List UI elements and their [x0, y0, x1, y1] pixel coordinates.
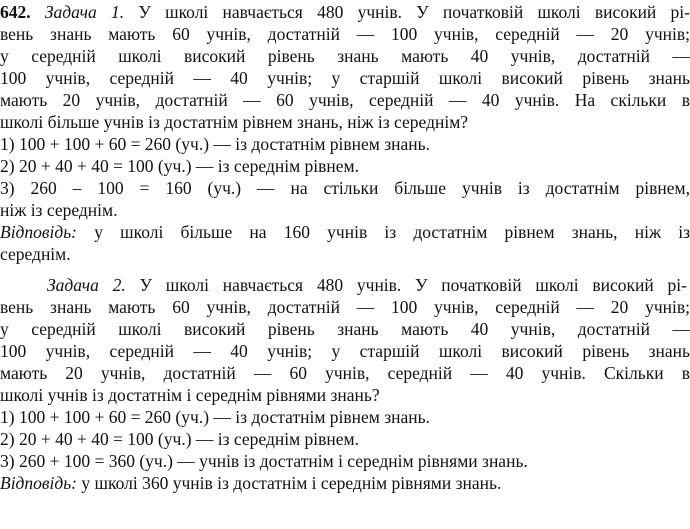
task1-step-1: 1) 100 + 100 + 60 = 260 (уч.) — із достатнім рівнем знань.	[0, 134, 430, 154]
task2-answer	[0, 472, 690, 494]
task2-text-line: У школі навчається 480 учнів. У початковій школі високий рі-	[139, 275, 687, 295]
task2-step-3: 3) 260 + 100 = 360 (уч.) — учнів із достатнім і середнім рівнями знань.	[0, 451, 528, 471]
task1-text-line: 100 учнів, середній — 40 учнів; у старшій школі високий рівень знань	[0, 68, 690, 88]
task1-text-line: мають 20 учнів, достатній — 60 учнів, середній — 40 учнів. На скільки в	[0, 90, 690, 110]
task1-answer-text: у школі більше на 160 учнів із достатнім рівнем знань, ніж із	[94, 222, 690, 242]
task2-text-line: мають 20 учнів, достатній — 60 учнів, середній — 40 учнів. Скільки в	[0, 363, 690, 383]
task2-title: Задача 2.	[47, 275, 126, 295]
task1-step-2: 2) 20 + 40 + 40 = 100 (уч.) — із середнім рівнем.	[0, 156, 359, 176]
task1-text-line: у середній школі високий рівень знань мають 40 учнів, достатній —	[0, 46, 690, 66]
task1-answer-label: Відповідь:	[0, 222, 78, 242]
task2-step-2: 2) 20 + 40 + 40 = 100 (уч.) — із середнім рівнем.	[0, 429, 359, 449]
task2-answer-text: у школі 360 учнів із достатнім і середнім рівнями знань.	[81, 473, 502, 493]
exercise-number: 642.	[0, 2, 31, 22]
task2-answer-label: Відповідь:	[0, 473, 78, 493]
task1-title: Задача 1.	[44, 2, 125, 22]
task1-text-line: У школі навчається 480 учнів. У початковій школі високий рі-	[138, 2, 690, 22]
task1-text-line: вень знань мають 60 учнів, достатній — 100 учнів, середній — 20 учнів;	[0, 24, 690, 44]
task1-text-line: школі більше учнів із достатнім рівнем знань, ніж із середнім?	[0, 112, 469, 132]
task2-text-line: у середній школі високий рівень знань мають 40 учнів, достатній —	[0, 319, 690, 339]
task1-line-1	[0, 1, 690, 23]
task2-text-line: вень знань мають 60 учнів, достатній — 100 учнів, середній — 20 учнів;	[0, 297, 690, 317]
task1-answer	[0, 221, 690, 243]
task2-line-1	[47, 274, 687, 296]
task2-text-line: школі учнів із достатнім і середнім рівнями знань?	[0, 385, 380, 405]
task1-answer-cont: середнім.	[0, 244, 71, 264]
task2-text-line: 100 учнів, середній — 40 учнів; у старшій школі високий рівень знань	[0, 341, 690, 361]
task1-step-3: 3) 260 – 100 = 160 (уч.) — на стільки більше учнів із достатнім рівнем,	[0, 178, 690, 198]
task1-step-3-cont: ніж із середнім.	[0, 200, 118, 220]
task2-step-1: 1) 100 + 100 + 60 = 260 (уч.) — із достатнім рівнем знань.	[0, 407, 430, 427]
